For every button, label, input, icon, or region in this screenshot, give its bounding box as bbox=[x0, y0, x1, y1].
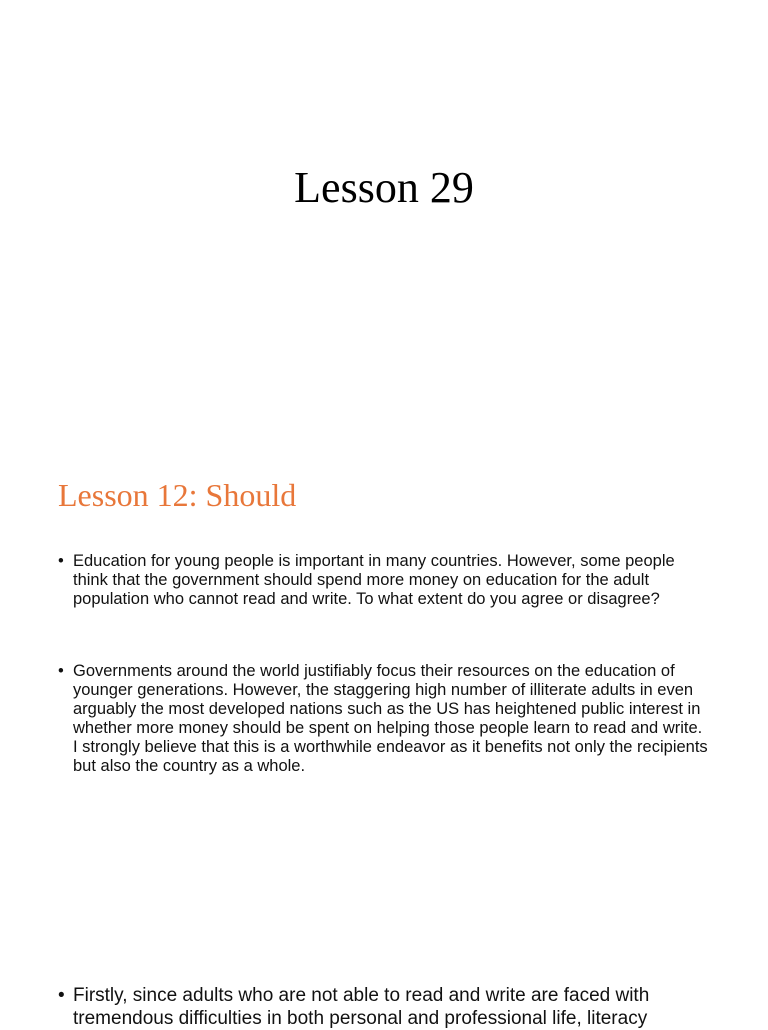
section-heading: Lesson 12: Should bbox=[58, 477, 297, 513]
bullet-item-introduction bbox=[58, 662, 708, 776]
slide-title: Lesson 29 bbox=[294, 163, 474, 212]
bullet-point-icon: • bbox=[58, 662, 64, 680]
bullet-text: Firstly, since adults who are not able to read and write are faced with tremendous difficulties in both personal and professional life, literacy bbox=[73, 985, 650, 1029]
bullet-item-body-paragraph bbox=[58, 984, 728, 1030]
bullet-point-icon: • bbox=[58, 552, 64, 570]
bullet-text: Education for young people is important in many countries. However, some people think that the government should spend more money on education for the adult population who cannot read and write. To what extent do you agree or disagree? bbox=[73, 552, 675, 608]
bullet-point-icon: • bbox=[58, 985, 65, 1006]
bullet-item-prompt bbox=[58, 552, 708, 609]
bullet-text: Governments around the world justifiably focus their resources on the education of younger generations. However, the staggering high number of illiterate adults in even arguably the most developed nations such as the US has heightened public interest in whether more money should be spent on helping those people learn to read and write. I strongly believe that this is a worthwhile endeavor as it benefits not only the recipients but also the country as a whole. bbox=[73, 662, 708, 775]
